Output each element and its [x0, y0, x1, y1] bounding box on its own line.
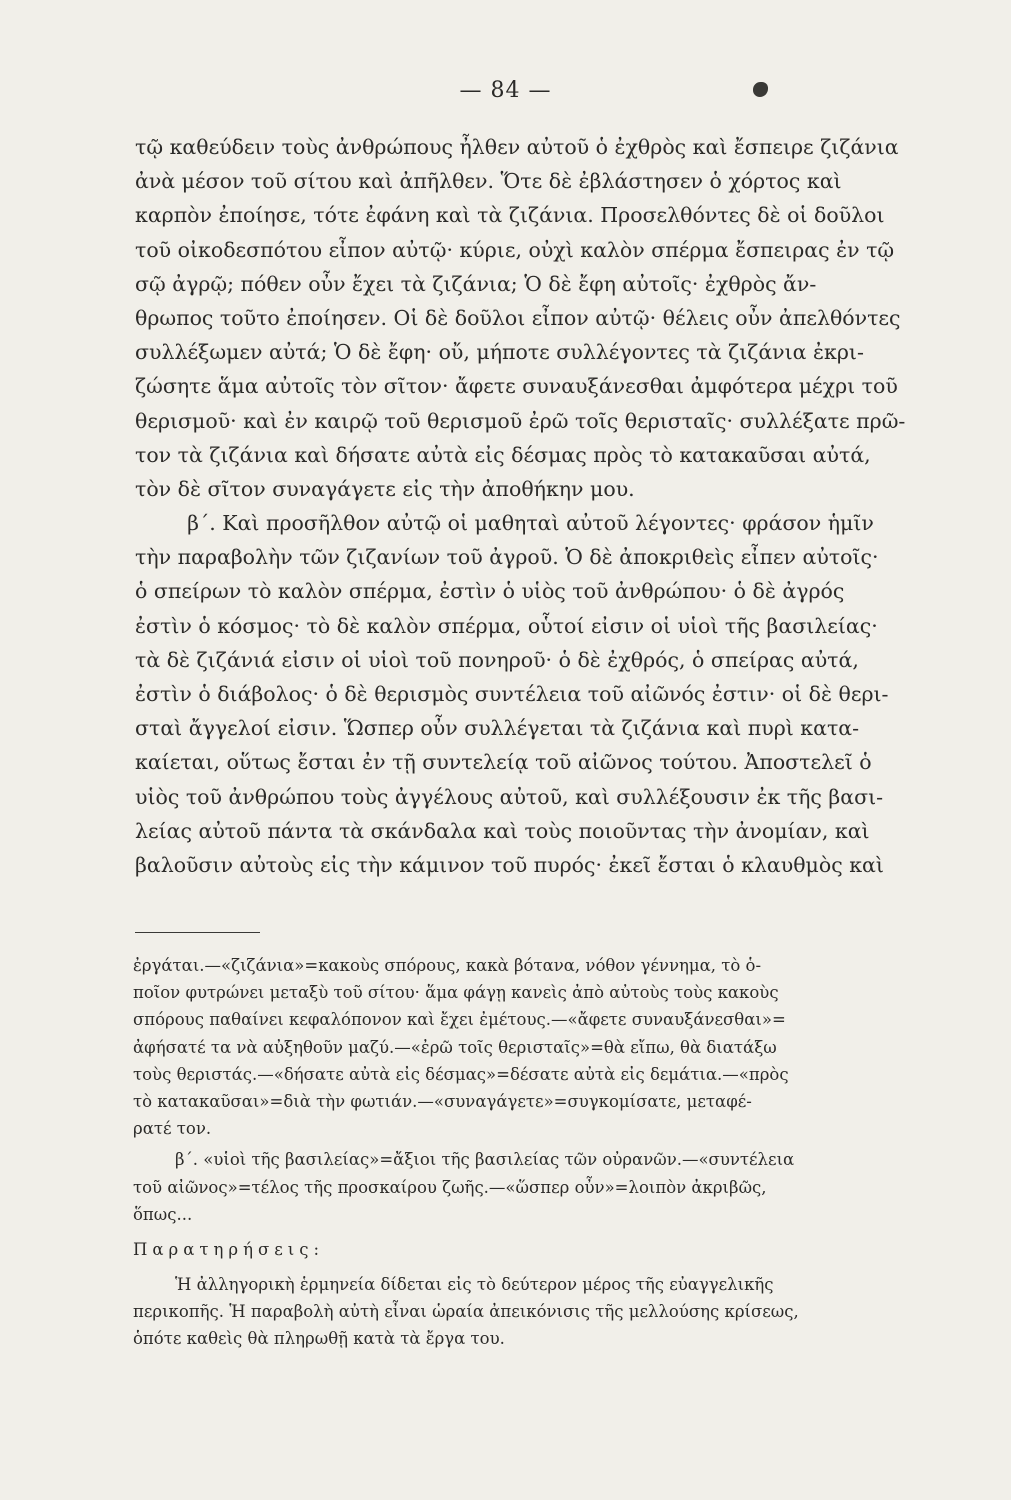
- text-line: καρπὸν ἐποίησε, τότε ἐφάνη καὶ τὰ ζιζάνια. Προσελθόντες δὲ οἱ δοῦλοι: [135, 203, 885, 228]
- note-line: β΄. «υἱοὶ τῆς βασιλείας»=ἄξιοι τῆς βασιλείας τῶν οὐρανῶν.—«συντέλεια: [133, 1150, 795, 1170]
- text-line: συλλέξωμεν αὐτά; Ὁ δὲ ἔφη· οὔ, μήποτε συλλέγοντες τὰ ζιζάνια ἐκρι-: [135, 340, 864, 365]
- text-line: θρωπος τοῦτο ἐποίησεν. Οἱ δὲ δοῦλοι εἶπον αὐτῷ· θέλεις οὖν ἀπελθόντες: [135, 305, 901, 330]
- text-line: βαλοῦσιν αὐτοὺς εἰς τὴν κάμινον τοῦ πυρός· ἐκεῖ ἔσται ὁ κλαυθμὸς καὶ: [135, 852, 884, 877]
- note-line: ἀφήσατέ τα νὰ αὐξηθοῦν μαζύ.—«ἐρῶ τοῖς θερισταῖς»=θὰ εἴπω, θὰ διατάξω: [133, 1037, 777, 1057]
- text-line: σῷ ἀγρῷ; πόθεν οὖν ἔχει τὰ ζιζάνια; Ὁ δὲ ἔφη αὐτοῖς· ἐχθρὸς ἄν-: [135, 271, 817, 296]
- text-line: τὰ δὲ ζιζάνιά εἰσιν οἱ υἱοὶ τοῦ πονηροῦ· ὁ δὲ ἐχθρός, ὁ σπείρας αὐτά,: [135, 647, 859, 672]
- notes-section: [133, 952, 963, 1353]
- text-line: υἱὸς τοῦ ἀνθρώπου τοὺς ἀγγέλους αὐτοῦ, καὶ συλλέξουσιν ἐκ τῆς βασι-: [135, 784, 884, 809]
- text-line: τὴν παραβολὴν τῶν ζιζανίων τοῦ ἀγροῦ. Ὁ δὲ ἀποκριθεὶς εἶπεν αὐτοῖς·: [135, 545, 879, 570]
- text-line: ζώσητε ἅμα αὐτοῖς τὸν σῖτον· ἄφετε συναυξάνεσθαι ἀμφότερα μέχρι τοῦ: [135, 374, 898, 399]
- note-line: ὅπως...: [133, 1204, 193, 1224]
- text-line: θερισμοῦ· καὶ ἐν καιρῷ τοῦ θερισμοῦ ἐρῶ τοῖς θερισταῖς· συλλέξατε πρῶ-: [135, 408, 906, 433]
- remark-line: ὁπότε καθεὶς θὰ πληρωθῇ κατὰ τὰ ἔργα του.: [133, 1329, 505, 1349]
- text-line: ἐστὶν ὁ κόσμος· τὸ δὲ καλὸν σπέρμα, οὗτοί εἰσιν οἱ υἱοὶ τῆς βασιλείας·: [135, 613, 878, 638]
- note-line: τὸ κατακαῦσαι»=διὰ τὴν φωτιάν.—«συναγάγετε»=συγκομίσατε, μεταφέ-: [133, 1091, 752, 1111]
- text-line: ἀνὰ μέσον τοῦ σίτου καὶ ἀπῆλθεν. Ὅτε δὲ ἐβλάστησεν ὁ χόρτος καὶ: [135, 169, 842, 194]
- text-line: ὁ σπείρων τὸ καλὸν σπέρμα, ἐστὶν ὁ υἱὸς τοῦ ἀνθρώπου· ὁ δὲ ἀγρός: [135, 579, 845, 604]
- note-line: τοὺς θεριστάς.—«δήσατε αὐτὰ εἰς δέσμας»=δέσατε αὐτὰ εἰς δεμάτια.—«πρὸς: [133, 1064, 789, 1084]
- text-line: β΄. Καὶ προσῆλθον αὐτῷ οἱ μαθηταὶ αὐτοῦ λέγοντες· φράσον ἡμῖν: [135, 511, 874, 536]
- text-line: σταὶ ἄγγελοί εἰσιν. Ὥσπερ οὖν συλλέγεται τὰ ζιζάνια καὶ πυρὶ κατα-: [135, 716, 860, 741]
- text-line: ἐστὶν ὁ διάβολος· ὁ δὲ θερισμὸς συντέλεια τοῦ αἰῶνός ἐστιν· οἱ δὲ θερι-: [135, 682, 889, 706]
- remark-line: Ἡ ἀλληγορικὴ ἑρμηνεία δίδεται εἰς τὸ δεύτερον μέρος τῆς εὐαγγελικῆς: [133, 1275, 774, 1295]
- text-line: καίεται, οὕτως ἔσται ἐν τῇ συντελείᾳ τοῦ αἰῶνος τούτου. Ἀποστελεῖ ὁ: [135, 750, 872, 775]
- remarks-heading: Παρατηρήσεις:: [133, 1239, 325, 1259]
- text-line: λείας αὐτοῦ πάντα τὰ σκάνδαλα καὶ τοὺς ποιοῦντας τὴν ἀνομίαν, καὶ: [135, 818, 870, 843]
- note-line: ἐργάται.—«ζιζάνια»=κακοὺς σπόρους, κακὰ βότανα, νόθον γέννημα, τὸ ὁ-: [133, 956, 762, 975]
- footnote-divider: [135, 932, 260, 933]
- note-line: ρατέ τον.: [133, 1119, 212, 1139]
- note-line: ποῖον φυτρώνει μεταξὺ τοῦ σίτου· ἅμα φάγῃ κανεὶς ἀπὸ αὐτοὺς τοὺς κακοὺς: [133, 983, 779, 1003]
- text-line: τοῦ οἰκοδεσπότου εἶπον αὐτῷ· κύριε, οὐχὶ καλὸν σπέρμα ἔσπειρας ἐν τῷ: [135, 237, 895, 262]
- page-number: — 84 —: [459, 78, 552, 103]
- main-text: [135, 130, 963, 882]
- note-line: τοῦ αἰῶνος»=τέλος τῆς προσκαίρου ζωῆς.—«ὥσπερ οὖν»=λοιπὸν ἀκριβῶς,: [133, 1177, 767, 1197]
- text-line: τὸν δὲ σῖτον συναγάγετε εἰς τὴν ἀποθήκην μου.: [135, 476, 635, 501]
- text-line: τον τὰ ζιζάνια καὶ δήσατε αὐτὰ εἰς δέσμας πρὸς τὸ κατακαῦσαι αὐτά,: [135, 442, 871, 467]
- note-line: σπόρους παθαίνει κεφαλόπονον καὶ ἔχει ἐμέτους.—«ἄφετε συναυξάνεσθαι»=: [133, 1010, 786, 1030]
- text-line: τῷ καθεύδειν τοὺς ἀνθρώπους ἦλθεν αὐτοῦ ὁ ἐχθρὸς καὶ ἔσπειρε ζιζάνια: [135, 135, 899, 159]
- remark-line: περικοπῆς. Ἡ παραβολὴ αὐτὴ εἶναι ὡραία ἀπεικόνισις τῆς μελλούσης κρίσεως,: [133, 1302, 799, 1322]
